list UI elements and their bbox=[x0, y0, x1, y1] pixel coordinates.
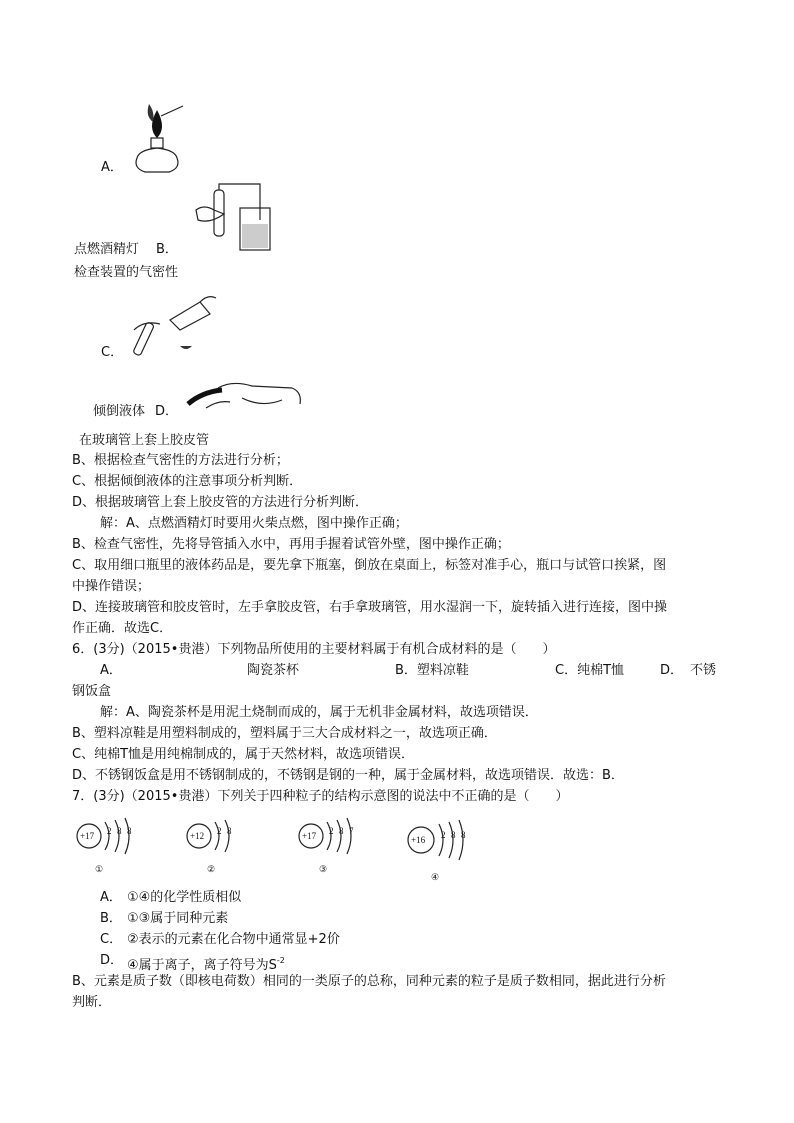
option-d-label: D． bbox=[155, 404, 179, 419]
q7-option-c-text: ②表示的元素在化合物中通常显+2价 bbox=[127, 932, 340, 947]
q5-analysis-line: B、根据检查气密性的方法进行分析； bbox=[72, 453, 289, 468]
q7-option-b-label: B． bbox=[100, 911, 122, 926]
caption-a: 点燃酒精灯 bbox=[74, 242, 140, 257]
q5-solution-line: 解：A、点燃酒精灯时要用火柴点燃，图中操作正确； bbox=[100, 516, 408, 531]
q6-stem: 6．(3分)（2015•贵港）下列物品所使用的主要材料属于有机合成材料的是（ ） bbox=[72, 642, 556, 657]
q7-analysis-line: B、元素是质子数（即核电荷数）相同的一类原子的总称，同种元素的粒子是质子数相同，据此进行分析 bbox=[72, 974, 666, 989]
q7-option-c-label: C． bbox=[100, 932, 123, 947]
q5-solution-line: B、检查气密性，先将导管插入水中，再用手握着试管外壁，图中操作正确； bbox=[72, 537, 510, 552]
q6-option-a-text: 陶瓷茶杯 bbox=[247, 663, 300, 678]
particle-label: ④ bbox=[431, 872, 440, 882]
q5-solution-line: C、取用细口瓶里的液体药品是，要先拿下瓶塞，倒放在桌面上，标签对准手心，瓶口与试管口挨紧，图 bbox=[72, 558, 667, 573]
option-c-label: C． bbox=[101, 345, 124, 360]
nucleus-label: +12 bbox=[190, 831, 205, 841]
particle-label: ② bbox=[207, 864, 216, 874]
airtightness-check-figure bbox=[190, 180, 270, 260]
nucleus-label: +17 bbox=[302, 831, 317, 841]
q6-solution-line: C、纯棉T恤是用纯棉制成的，属于天然材料，故选项错误． bbox=[72, 747, 415, 762]
q6-solution-line: B、塑料凉鞋是用塑料制成的，塑料属于三大合成材料之一，故选项正确． bbox=[72, 726, 497, 741]
rubber-tube-figure bbox=[182, 378, 312, 418]
shell-electrons: 8 bbox=[461, 830, 466, 840]
q6-solution-line: D、不锈钢饭盒是用不锈钢制成的，不锈钢是钢的一种，属于金属材料，故选项错误．故选：B． bbox=[72, 768, 624, 783]
caption-b: 检查装置的气密性 bbox=[74, 265, 179, 280]
q6-option-d-text: 不锈 bbox=[690, 663, 717, 678]
shell-electrons: 8 bbox=[339, 826, 344, 836]
particle-diagram-3 bbox=[297, 818, 367, 878]
q5-solution-line: D、连接玻璃管和胶皮管时，左手拿胶皮管，右手拿玻璃管，用水湿润一下，旋转插入进行连接，图中操 bbox=[72, 600, 668, 615]
particle-label: ① bbox=[95, 864, 104, 874]
q6-solution-line: 解：A、陶瓷茶杯是用泥土烧制而成的，属于无机非金属材料，故选项错误． bbox=[100, 705, 538, 720]
option-a-label: A． bbox=[101, 160, 123, 175]
alcohol-lamp-figure bbox=[125, 98, 185, 178]
shell-electrons: 7 bbox=[349, 826, 354, 836]
shell-electrons: 2 bbox=[217, 826, 222, 836]
shell-electrons: 2 bbox=[441, 830, 446, 840]
caption-d: 在玻璃管上套上胶皮管 bbox=[79, 433, 210, 448]
shell-electrons: 8 bbox=[451, 830, 456, 840]
q7-stem: 7．(3分)（2015•贵港）下列关于四种粒子的结构示意图的说法中不正确的是（ ） bbox=[72, 789, 569, 804]
nucleus-label: +16 bbox=[411, 835, 426, 845]
q7-option-a-text: ①④的化学性质相似 bbox=[127, 890, 242, 905]
q6-option-a-label: A． bbox=[100, 663, 122, 678]
ion-charge: -2 bbox=[276, 956, 285, 965]
shell-electrons: 8 bbox=[227, 826, 232, 836]
nucleus-label: +17 bbox=[80, 831, 95, 841]
q7-analysis-line: 判断． bbox=[72, 995, 112, 1010]
q7-option-a-label: A． bbox=[100, 890, 122, 905]
option-b-label: B． bbox=[156, 242, 178, 257]
q6-option-d-cont: 钢饭盒 bbox=[72, 684, 112, 699]
q7-option-d-label: D． bbox=[100, 953, 124, 968]
particle-diagram-4 bbox=[405, 820, 485, 884]
shell-electrons: 2 bbox=[107, 826, 112, 836]
shell-electrons: 2 bbox=[329, 826, 334, 836]
q6-option-d-label: D． bbox=[660, 663, 684, 678]
pouring-liquid-figure bbox=[130, 290, 220, 360]
particle-diagram-1 bbox=[75, 818, 145, 878]
particle-diagram-2 bbox=[185, 818, 255, 878]
q5-analysis-line: D、根据玻璃管上套上胶皮管的方法进行分析判断． bbox=[72, 495, 369, 510]
caption-c: 倾倒液体 bbox=[93, 404, 146, 419]
particle-label: ③ bbox=[319, 864, 328, 874]
q6-option-c: C．纯棉T恤 bbox=[555, 663, 625, 678]
q5-solution-line: 中操作错误； bbox=[72, 579, 151, 594]
q7-option-d-body: ④属于离子，离子符号为S bbox=[127, 958, 277, 973]
q5-analysis-line: C、根据倾倒液体的注意事项分析判断． bbox=[72, 474, 303, 489]
shell-electrons: 8 bbox=[117, 826, 122, 836]
q7-option-d-text bbox=[127, 953, 285, 974]
q6-option-b: B．塑料凉鞋 bbox=[395, 663, 469, 678]
q7-option-b-text: ①③属于同种元素 bbox=[127, 911, 229, 926]
q5-solution-line: 作正确．故选C． bbox=[72, 621, 173, 636]
shell-electrons: 8 bbox=[127, 826, 132, 836]
